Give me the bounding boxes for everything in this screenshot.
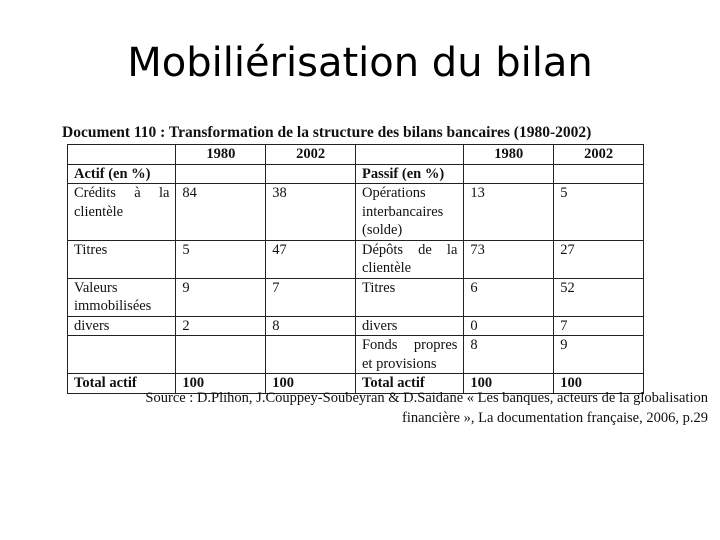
source-citation-line-1: Source : D.Plihon, J.Couppey-Soubeyran & D.Saidane « Les banques, acteurs de la globalisation: [145, 390, 708, 406]
passif-2002-value: 5: [554, 184, 644, 241]
passif-label: Titres: [355, 278, 463, 316]
actif-1980-value: [176, 336, 266, 374]
actif-1980-value: 5: [176, 240, 266, 278]
total-passif-label: Total actif: [355, 374, 463, 394]
year-header: 2002: [266, 145, 356, 165]
actif-2002-value: 38: [266, 184, 356, 241]
year-header: 2002: [554, 145, 644, 165]
empty-header-cell: [68, 145, 176, 165]
actif-2002-value: [266, 336, 356, 374]
year-header: 1980: [464, 145, 554, 165]
passif-2002-value: 27: [554, 240, 644, 278]
actif-label: divers: [68, 316, 176, 336]
document-caption: Document 110 : Transformation de la structure des bilans bancaires (1980-2002): [62, 124, 592, 141]
table-row: [68, 240, 644, 278]
passif-2002-value: 9: [554, 336, 644, 374]
table-row: [68, 184, 644, 241]
actif-2002-value: 47: [266, 240, 356, 278]
actif-2002-value: 8: [266, 316, 356, 336]
passif-2002-value: 52: [554, 278, 644, 316]
passif-1980-value: 6: [464, 278, 554, 316]
actif-1980-value: 84: [176, 184, 266, 241]
total-passif-1980: 100: [464, 374, 554, 394]
total-passif-2002: 100: [554, 374, 644, 394]
passif-2002-value: 7: [554, 316, 644, 336]
empty-cell: [266, 164, 356, 184]
actif-label: Valeurs immobilisées: [68, 278, 176, 316]
table-row: [68, 316, 644, 336]
passif-1980-value: 8: [464, 336, 554, 374]
year-header: 1980: [176, 145, 266, 165]
passif-1980-value: 73: [464, 240, 554, 278]
actif-label: Crédits à la clientèle: [68, 184, 176, 241]
passif-label: divers: [355, 316, 463, 336]
passif-header: Passif (en %): [355, 164, 463, 184]
slide-title: Mobiliérisation du bilan: [127, 40, 593, 86]
passif-1980-value: 13: [464, 184, 554, 241]
passif-label: Fonds propres et provisions: [355, 336, 463, 374]
empty-cell: [464, 164, 554, 184]
total-actif-1980: 100: [176, 374, 266, 394]
table-row: [68, 336, 644, 374]
total-actif-2002: 100: [266, 374, 356, 394]
balance-sheet-table: [67, 144, 644, 394]
actif-label: [68, 336, 176, 374]
actif-1980-value: 9: [176, 278, 266, 316]
empty-cell: [554, 164, 644, 184]
passif-label: Dépôts de la clientèle: [355, 240, 463, 278]
passif-1980-value: 0: [464, 316, 554, 336]
year-header-row: [68, 145, 644, 165]
actif-header: Actif (en %): [68, 164, 176, 184]
section-header-row: [68, 164, 644, 184]
empty-header-cell: [355, 145, 463, 165]
total-actif-label: Total actif: [68, 374, 176, 394]
empty-cell: [176, 164, 266, 184]
passif-label: Opérations interbancaires (solde): [355, 184, 463, 241]
source-citation-line-2: financière », La documentation française, 2006, p.29: [402, 410, 708, 426]
actif-1980-value: 2: [176, 316, 266, 336]
actif-label: Titres: [68, 240, 176, 278]
actif-2002-value: 7: [266, 278, 356, 316]
table-row: [68, 278, 644, 316]
